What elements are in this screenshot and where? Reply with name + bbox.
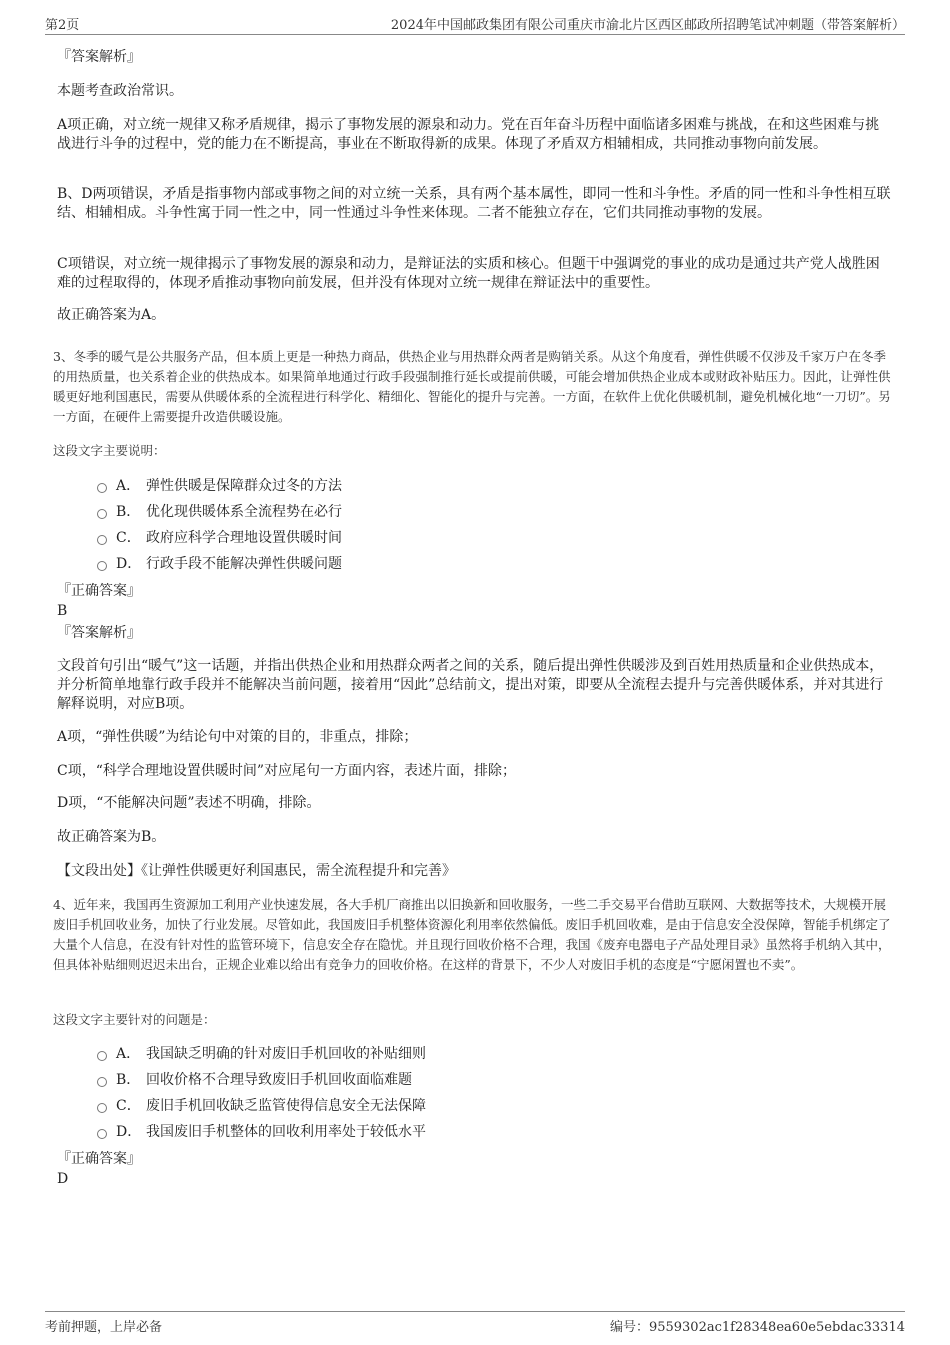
document-code: 编号：9559302ac1f28348ea60e5ebdac33314: [609, 1320, 905, 1335]
radio-icon[interactable]: [97, 483, 107, 493]
footer-slogan: 考前押题，上岸必备: [45, 1320, 163, 1335]
radio-icon[interactable]: [97, 1077, 107, 1087]
q3-analysis-heading: 『答案解析』: [57, 625, 141, 641]
q3-option-d[interactable]: D． 行政手段不能解决弹性供暖问题: [97, 554, 342, 574]
page-number: 第2页: [45, 18, 80, 33]
q3-analysis-p3: C项，“科学合理地设置供暖时间”对应尾句一方面内容，表述片面，排除；: [57, 763, 517, 779]
q2-analysis-p4: C项错误，对立统一规律揭示了事物发展的源泉和动力，是辩证法的实质和核心。但题干中强调党的事业的成功是通过共产党人战胜困难的过程取得的，体现矛盾推动事物向前发展，但并没有体现对立统一规律在辩证法中的重要性。: [57, 256, 880, 291]
q4-answer: D: [57, 1171, 69, 1187]
q4-option-a[interactable]: A． 我国缺乏明确的针对废旧手机回收的补贴细则: [97, 1044, 426, 1064]
page-footer: [45, 1311, 905, 1334]
radio-icon[interactable]: [97, 1051, 107, 1061]
q2-analysis-heading: 『答案解析』: [57, 49, 141, 65]
q3-stem: 3、冬季的暖气是公共服务产品，但本质上更是一种热力商品，供热企业与用热群众两者是购销关系。从这个角度看，弹性供暖不仅涉及千家万户在冬季的用热质量，也关系着企业的供热成本。如果简单地通过行政手段强制推行延长或提前供暖，可能会增加供热企业成本或财政补贴压力。因此，让弹性供暖更好地利国惠民，需要从供暖体系的全流程进行科学化、精细化、智能化的提升与完善。一方面，在软件上优化供暖机制，避免机械化地“一刀切”。另一方面，在硬件上需要提升改造供暖设施。: [53, 349, 891, 424]
radio-icon[interactable]: [97, 535, 107, 545]
q3-analysis-conclusion: 故正确答案为B。: [57, 829, 166, 845]
q4-option-b[interactable]: B． 回收价格不合理导致废旧手机回收面临难题: [97, 1070, 412, 1090]
q3-option-b[interactable]: B． 优化现供暖体系全流程势在必行: [97, 502, 342, 522]
radio-icon[interactable]: [97, 509, 107, 519]
q3-option-c[interactable]: C． 政府应科学合理地设置供暖时间: [97, 528, 342, 548]
radio-icon[interactable]: [97, 1103, 107, 1113]
q3-analysis-p1: 文段首句引出“暖气”这一话题，并指出供热企业和用热群众两者之间的关系，随后提出弹性供暖涉及到百姓用热质量和企业供热成本，并分析简单地靠行政手段并不能解决当前问题，接着用“因此”总结前文，提出对策，即要从全流程去提升与完善供暖体系，并对其进行解释说明，对应B项。: [57, 658, 884, 712]
q3-analysis-p4: D项，“不能解决问题”表述不明确，排除。: [57, 795, 321, 811]
q4-option-d[interactable]: D． 我国废旧手机整体的回收利用率处于较低水平: [97, 1122, 426, 1142]
q2-analysis-p1: 本题考查政治常识。: [57, 83, 183, 99]
q4-stem: 4、近年来，我国再生资源加工利用产业快速发展，各大手机厂商推出以旧换新和回收服务，一些二手交易平台借助互联网、大数据等技术，大规模开展废旧手机回收业务，加快了行业发展。尽管如此，我国废旧手机整体资源化利用率依然偏低。废旧手机回收难，是由于信息安全没保障，智能手机绑定了大量个人信息，在没有针对性的监管环境下，信息安全存在隐忧。并且现行回收价格不合理，我国《废弃电器电子产品处理目录》虽然将手机纳入其中，但具体补贴细则迟迟未出台，正规企业难以给出有竞争力的回收价格。在这样的背景下，不少人对废旧手机的态度是“宁愿闲置也不卖”。: [53, 897, 891, 972]
q3-option-a[interactable]: A． 弹性供暖是保障群众过冬的方法: [97, 476, 342, 496]
q3-answer: B: [57, 603, 68, 619]
q4-answer-heading: 『正确答案』: [57, 1151, 141, 1167]
q3-prompt: 这段文字主要说明：: [53, 443, 166, 458]
q3-source: 【文段出处】《让弹性供暖更好利国惠民，需全流程提升和完善》: [57, 863, 456, 879]
q3-answer-heading: 『正确答案』: [57, 583, 141, 599]
q3-analysis-p2: A项，“弹性供暖”为结论句中对策的目的，非重点，排除；: [57, 729, 418, 745]
q2-analysis-conclusion: 故正确答案为A。: [57, 307, 166, 323]
radio-icon[interactable]: [97, 561, 107, 571]
document-title: 2024年中国邮政集团有限公司重庆市渝北片区西区邮政所招聘笔试冲刺题（带答案解析）: [390, 18, 905, 33]
page-header: [45, 14, 905, 35]
q2-analysis-p2: A项正确，对立统一规律又称矛盾规律，揭示了事物发展的源泉和动力。党在百年奋斗历程中面临诸多困难与挑战，在和这些困难与挑战进行斗争的过程中，党的能力在不断提高，事业在不断取得新的成果。体现了矛盾双方相辅相成，共同推动事物向前发展。: [57, 117, 880, 152]
radio-icon[interactable]: [97, 1129, 107, 1139]
q2-analysis-p3: B、D两项错误，矛盾是指事物内部或事物之间的对立统一关系，具有两个基本属性，即同一性和斗争性。矛盾的同一性和斗争性相互联结、相辅相成。斗争性寓于同一性之中，同一性通过斗争性来体现。二者不能独立存在，它们共同推动事物的发展。: [57, 186, 891, 221]
q4-option-c[interactable]: C． 废旧手机回收缺乏监管使得信息安全无法保障: [97, 1096, 426, 1116]
q4-prompt: 这段文字主要针对的问题是：: [53, 1012, 216, 1027]
